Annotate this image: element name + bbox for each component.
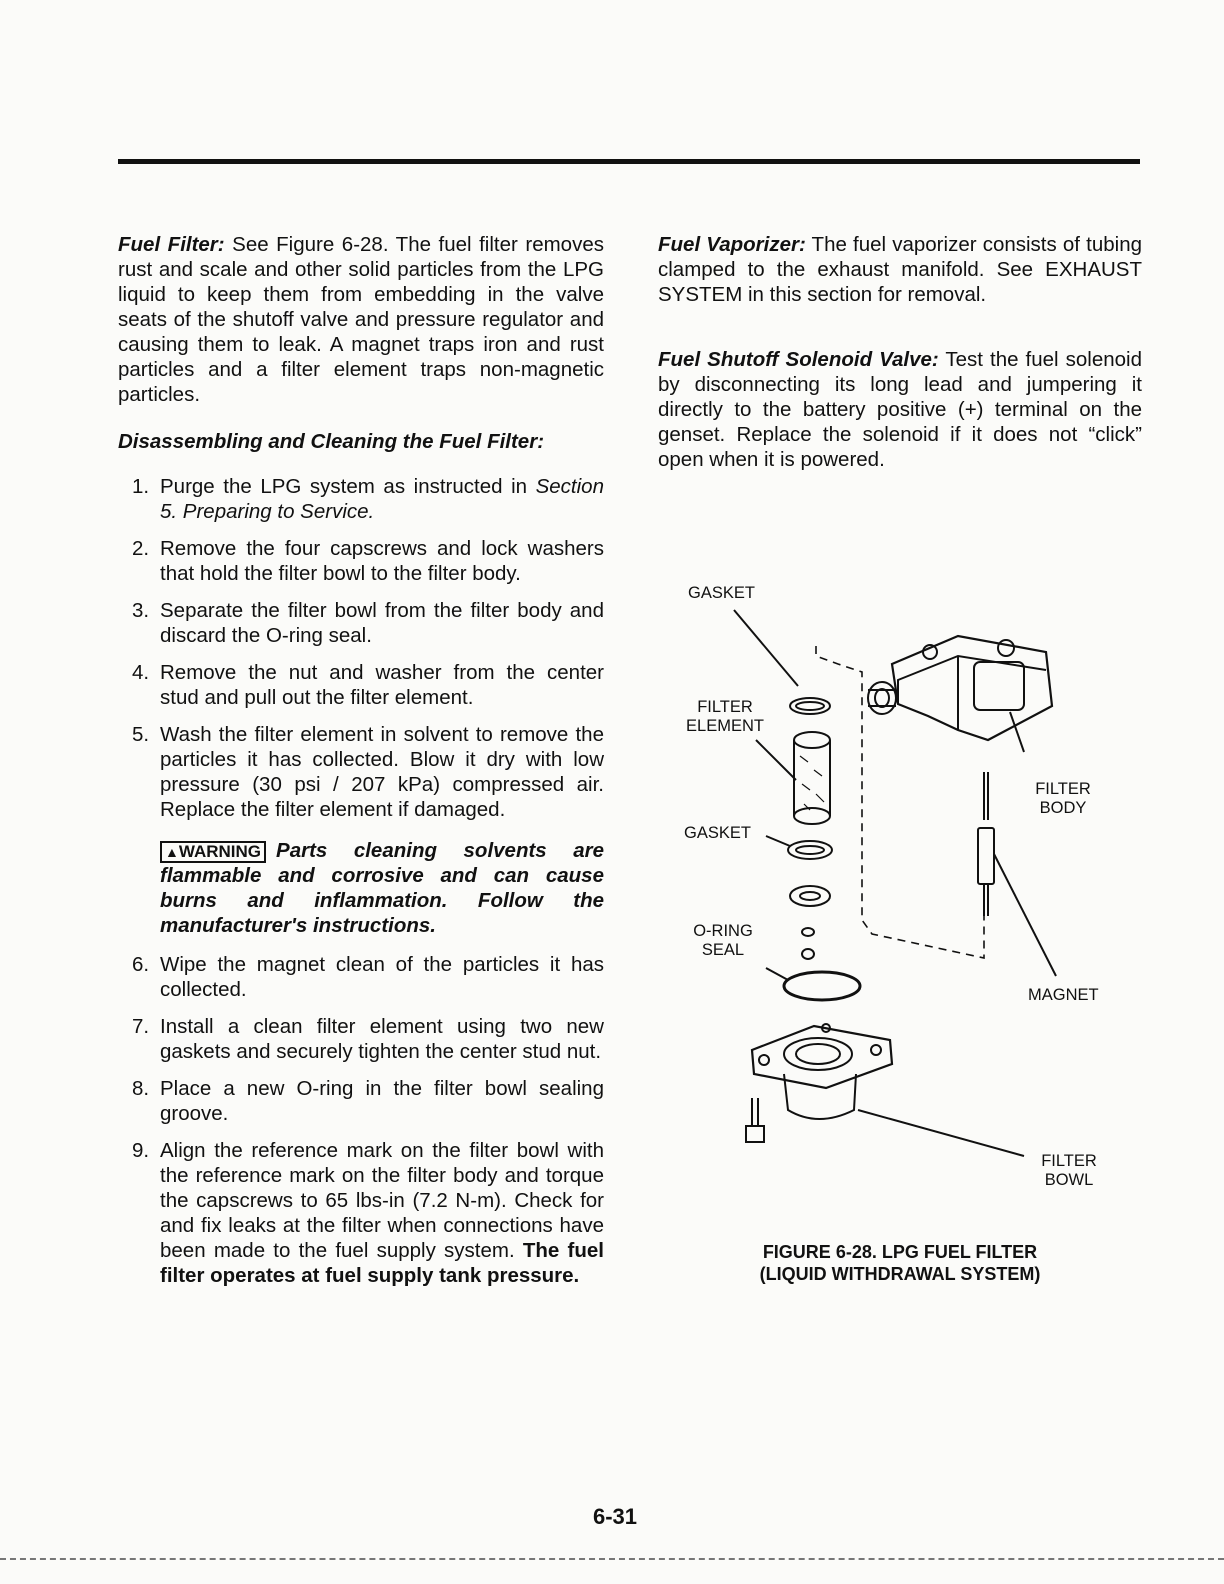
disassembly-heading: Disassembling and Cleaning the Fuel Filter: xyxy=(118,430,545,453)
warning-text: Parts cleaning solvents are flammable and corrosive and can cause burns and inflammation. Follow the manufacturer's instructions. xyxy=(160,839,604,937)
step-item: 8. Place a new O-ring in the filter bowl sealing groove. xyxy=(132,1077,604,1125)
fuel-filter-lead: Fuel Filter: xyxy=(118,233,225,256)
step-item: 5. Wash the filter element in solvent to remove the particles it has collected. Blow it dry with low pressure (30 psi / 207 kPa) compressed air. Replace the filter element if damaged. xyxy=(132,723,604,821)
step-item: 4. Remove the nut and washer from the center stud and pull out the filter element. xyxy=(132,661,604,709)
left-column xyxy=(118,232,604,1300)
section-reference: Section 5. Preparing to Service. xyxy=(160,475,604,523)
disassembly-steps xyxy=(118,474,604,822)
step-item: 1. Purge the LPG system as instructed in Section 5. Preparing to Service. xyxy=(132,475,604,523)
step-item: 9. Align the reference mark on the filter bowl with the reference mark on the filter body and torque the capscrews to 65 lbs-in (7.2 N-m). Check for and fix leaks at the filter when connections have been made to the fuel supply system. The fuel filter operates at fuel supply tank pressure. xyxy=(132,1139,604,1287)
page-number: 6-31 xyxy=(592,1504,638,1529)
warning-triangle-icon: ▲ xyxy=(165,844,179,860)
fuel-filter-paragraph xyxy=(118,232,604,407)
vaporizer-paragraph: Fuel Vaporizer: The fuel vaporizer consists of tubing clamped to the exhaust manifold. See EXHAUST SYSTEM in this section for removal. xyxy=(658,233,1142,306)
exploded-view-diagram xyxy=(658,580,1142,1190)
label-filter-element: FILTER ELEMENT xyxy=(686,698,764,735)
solenoid-lead: Fuel Shutoff Solenoid Valve: xyxy=(658,348,939,371)
solenoid-paragraph: Fuel Shutoff Solenoid Valve: Test the fuel solenoid by disconnecting its long lead and jumpering it directly to the battery positive (+) terminal on the genset. Replace the solenoid if it does not “click” open when it is powered. xyxy=(658,348,1142,471)
step-item: 7. Install a clean filter element using two new gaskets and securely tighten the center stud nut. xyxy=(132,1015,604,1063)
label-gasket-mid: GASKET xyxy=(684,824,751,842)
figure-caption: FIGURE 6-28. LPG FUEL FILTER (LIQUID WITHDRAWAL SYSTEM) xyxy=(759,1242,1041,1284)
step-item: 6. Wipe the magnet clean of the particles it has collected. xyxy=(132,953,604,1001)
label-filter-bowl: FILTER BOWL xyxy=(1041,1152,1097,1189)
warning-badge: ▲WARNING xyxy=(160,841,266,863)
label-oring-seal: O-RING SEAL xyxy=(693,922,753,959)
header-rule xyxy=(118,159,1140,164)
step-item: 2. Remove the four capscrews and lock washers that hold the filter bowl to the filter body. xyxy=(132,537,604,585)
bottom-edge-rule xyxy=(0,1558,1224,1560)
step-item: 3. Separate the filter bowl from the filter body and discard the O-ring seal. xyxy=(132,599,604,647)
warning-block xyxy=(160,838,604,938)
vaporizer-lead: Fuel Vaporizer: xyxy=(658,233,806,256)
label-magnet: MAGNET xyxy=(1028,986,1099,1004)
right-column xyxy=(658,232,1142,494)
label-gasket-top: GASKET xyxy=(688,584,755,602)
disassembly-steps-continued xyxy=(118,952,604,1288)
fuel-filter-figure xyxy=(658,580,1142,1190)
fuel-filter-text: See Figure 6-28. The fuel filter removes rust and scale and other solid particles from the LPG liquid to keep them from embedding in the valve seats of the shutoff valve and pressure regulator and causing them to leak. A magnet traps iron and rust particles and a filter element traps non-magnetic particles. xyxy=(118,233,604,406)
pressure-note: The fuel filter operates at fuel supply tank pressure. xyxy=(160,1239,604,1287)
label-filter-body: FILTER BODY xyxy=(1035,780,1091,817)
